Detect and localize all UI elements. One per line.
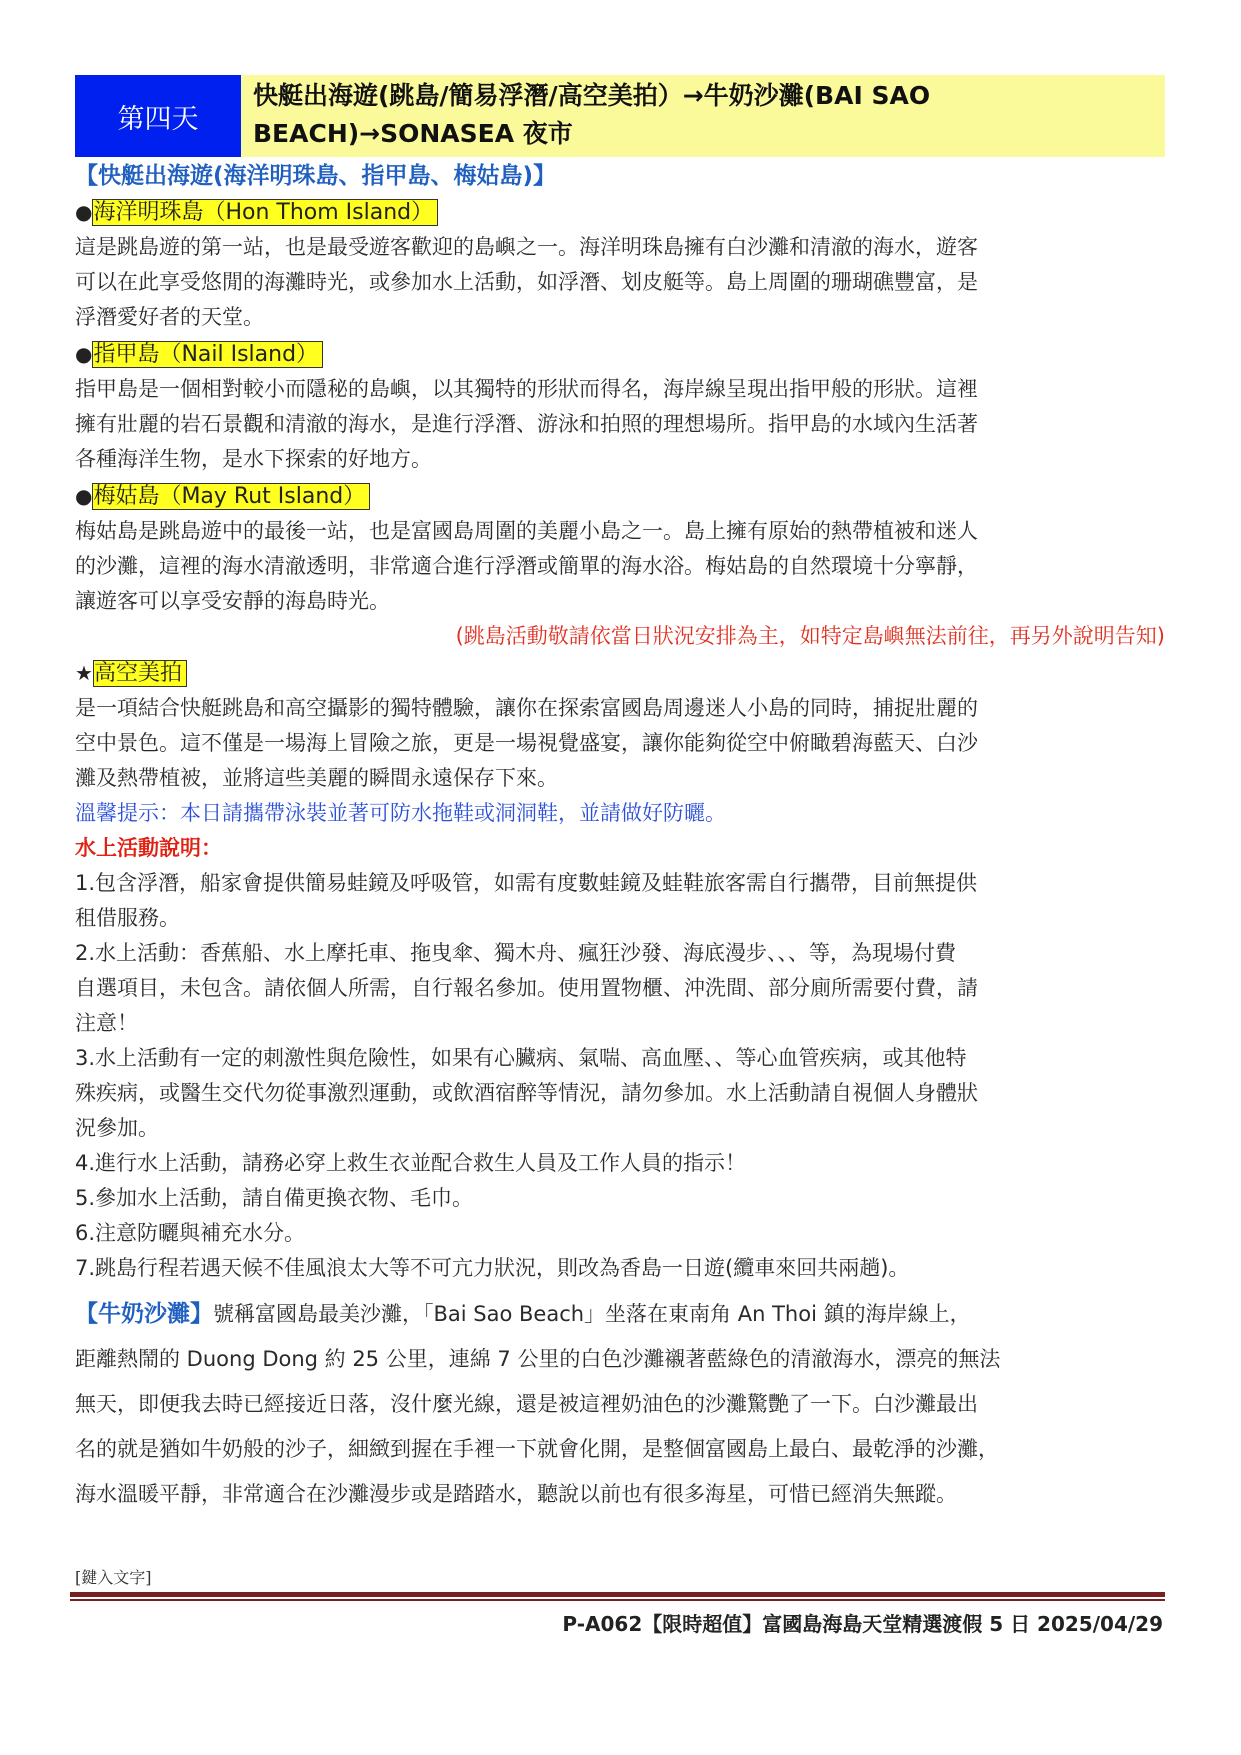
aerial-title: 高空美拍 [93,660,187,687]
water-activity-section [75,831,1165,1286]
footer-product-code: P-A062【限時超值】富國島海島天堂精選渡假 5 日 2025/04/29 [562,1612,1163,1636]
milk-beach-line: 無天，即便我去時已經接近日落，沒什麼光線，還是被這裡奶油色的沙灘驚艷了一下。白沙灘最出 [75,1392,978,1416]
milk-beach-title: 【牛奶沙灘】 [75,1301,213,1327]
island-name: 指甲島（Nail Island） [92,341,323,368]
day-header [75,75,1165,157]
rule-line: 2.水上活動：香蕉船、水上摩托車、拖曳傘、獨木舟、瘋狂沙發、海底漫步、、、等，為現場付費 [75,941,957,965]
aerial-photo-section [75,656,1165,831]
island-desc-line: 可以在此享受悠閒的海灘時光，或參加水上活動，如浮潛、划皮艇等。島上周圍的珊瑚礁豐富，是 [75,270,978,294]
bullet-icon: ● [75,484,93,508]
aerial-desc-line: 是一項結合快艇跳島和高空攝影的獨特體驗，讓你在探索富國島周邊迷人小島的同時，捕捉壯麗的 [75,696,978,720]
day-title-line2: BEACH)→SONASEA 夜市 [253,119,573,148]
day-title [241,75,1165,157]
rule-line: 殊疾病，或醫生交代勿從事激烈運動，或飲酒宿醉等情況，請勿參加。水上活動請自視個人身體狀 [75,1081,978,1105]
island-desc-line: 指甲島是一個相對較小而隱秘的島嶼，以其獨特的形狀而得名，海岸線呈現出指甲般的形狀。這裡 [75,377,978,401]
footer-divider [70,1592,1165,1597]
rule-line: 1.包含浮潛，船家會提供簡易蛙鏡及呼吸管，如需有度數蛙鏡及蛙鞋旅客需自行攜帶，目前無提供 [75,871,978,895]
star-icon: ★ [75,661,93,685]
aerial-desc-line: 空中景色。這不僅是一場海上冒險之旅，更是一場視覺盛宴，讓你能夠從空中俯瞰碧海藍天、白沙 [75,731,978,755]
milk-beach-line: 號稱富國島最美沙灘，「Bai Sao Beach」坐落在東南角 An Thoi 鎮的海岸線上， [213,1302,971,1326]
rule-line: 6.注意防曬與補充水分。 [75,1221,306,1245]
island-item [75,337,1165,477]
bullet-icon: ● [75,342,93,366]
island-name: 梅姑島（May Rut Island） [92,483,370,510]
milk-beach-line: 距離熱鬧的 Duong Dong 約 25 公里，連綿 7 公里的白色沙灘襯著藍綠色的清澈海水，漂亮的無法 [75,1347,1001,1371]
island-name: 海洋明珠島（Hon Thom Island） [92,199,438,226]
island-note: (跳島活動敬請依當日狀況安排為主，如特定島嶼無法前往，再另外說明告知) [455,624,1165,648]
rule-line: 自選項目，未包含。請依個人所需，自行報名參加。使用置物櫃、沖洗間、部分廁所需要付費，請 [75,976,978,1000]
rule-line: 租借服務。 [75,906,180,930]
island-desc-line: 梅姑島是跳島遊中的最後一站，也是富國島周圍的美麗小島之一。島上擁有原始的熱帶植被和迷人 [75,519,978,543]
milk-beach-line: 海水溫暖平靜，非常適合在沙灘漫步或是踏踏水，聽說以前也有很多海星，可惜已經消失無蹤。 [75,1482,957,1506]
page-content [75,75,1165,1517]
island-desc-line: 擁有壯麗的岩石景觀和清澈的海水，是進行浮潛、游泳和拍照的理想場所。指甲島的水域內生活著 [75,412,978,436]
island-desc-line: 各種海洋生物，是水下探索的好地方。 [75,447,432,471]
milk-beach-section [75,1292,1165,1517]
day-label: 第四天 [75,75,241,157]
milk-beach-line: 名的就是猶如牛奶般的沙子，細緻到握在手裡一下就會化開，是整個富國島上最白、最乾淨的沙灘， [75,1437,999,1461]
rule-line: 注意！ [75,1011,138,1035]
rule-line: 4.進行水上活動，請務必穿上救生衣並配合救生人員及工作人員的指示！ [75,1151,747,1175]
island-desc-line: 讓遊客可以享受安靜的海島時光。 [75,589,390,613]
day-title-line1: 快艇出海遊(跳島/簡易浮潛/高空美拍）→牛奶沙灘(BAI SAO [253,81,931,110]
island-desc-line: 這是跳島遊的第一站，也是最受遊客歡迎的島嶼之一。海洋明珠島擁有白沙灘和清澈的海水，遊客 [75,235,978,259]
rule-line: 7.跳島行程若遇天候不佳風浪太大等不可亢力狀況，則改為香島一日遊(纜車來回共兩趟)。 [75,1256,910,1280]
rule-line: 5.參加水上活動，請自備更換衣物、毛巾。 [75,1186,474,1210]
reminder-tip: 溫馨提示：本日請攜帶泳裝並著可防水拖鞋或洞洞鞋，並請做好防曬。 [75,801,726,825]
rule-line: 況參加。 [75,1116,159,1140]
aerial-desc-line: 灘及熱帶植被，並將這些美麗的瞬間永遠保存下來。 [75,766,558,790]
island-desc-line: 浮潛愛好者的天堂。 [75,305,264,329]
rule-line: 3.水上活動有一定的刺激性與危險性，如果有心臟病、氣喘、高血壓、、等心血管疾病，或其他特 [75,1046,967,1070]
island-desc-line: 的沙灘，這裡的海水清澈透明，非常適合進行浮潛或簡單的海水浴。梅姑島的自然環境十分寧靜， [75,554,978,578]
water-activity-label: 水上活動說明： [75,836,222,860]
island-item [75,479,1165,619]
section-title-speedboat: 【快艇出海遊(海洋明珠島、指甲島、梅姑島)】 [75,163,557,189]
bullet-icon: ● [75,200,93,224]
island-item [75,195,1165,335]
footer-placeholder: [鍵入文字] [75,1568,152,1587]
footer-divider-thin [70,1599,1165,1601]
